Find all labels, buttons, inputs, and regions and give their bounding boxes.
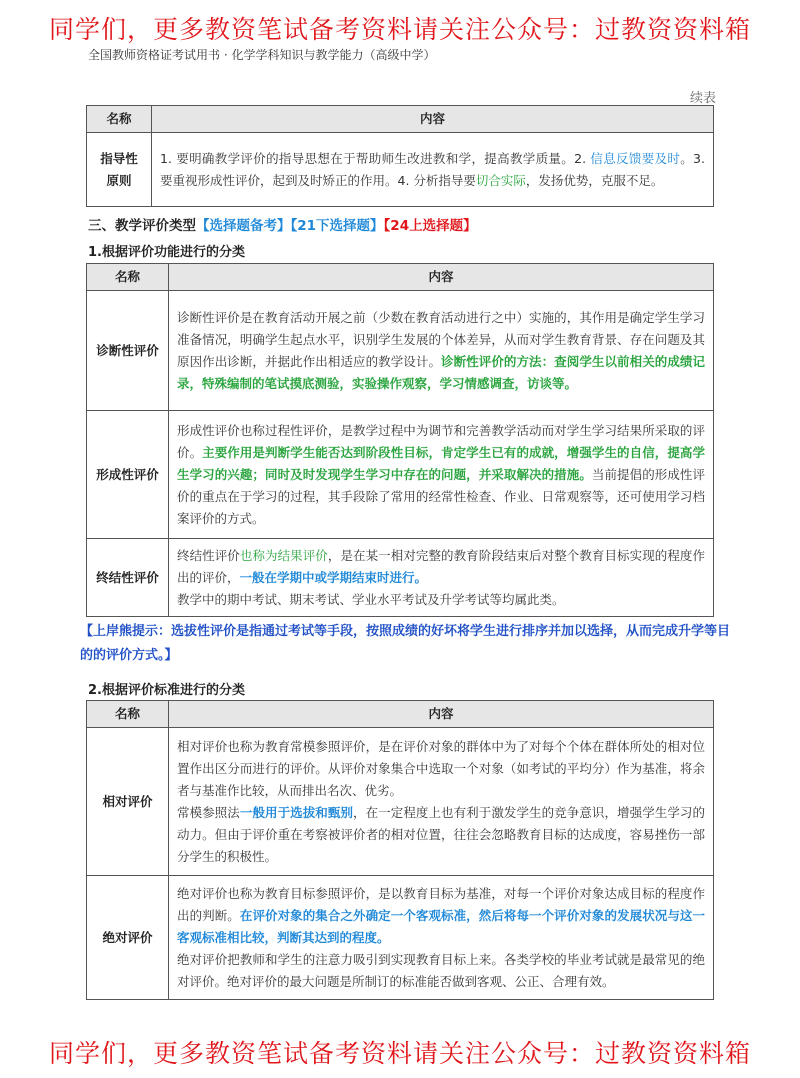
text: ，是在某一相对完整的教育阶段结束后对整个教育目标实现的程度作出的评价， bbox=[177, 547, 705, 585]
highlight-blue: 信息反馈要及时 bbox=[590, 150, 681, 166]
tag-choice: 【选择题备考】 bbox=[196, 218, 291, 234]
text: 绝对评价也称为教育目标参照评价，是以教育目标为基准，对每一个评价对象达成目标的程度作出的判断。 bbox=[177, 885, 705, 923]
highlight-green: 主要作用是判断学生能否达到阶段性目标，肯定学生已有的成就，增强学生的自信，提高学生学习的兴趣；同时及时发现学生学习中存在的问题，并采取解决的措施。 bbox=[177, 444, 705, 482]
sub-title-standard: 2.根据评价标准进行的分类 bbox=[88, 683, 245, 698]
tip-box: 【上岸熊提示：选拔性评价是指通过考试等手段，按照成绩的好坏将学生进行排序并加以选择，从而完成升学等目的的评价方式。】 bbox=[80, 624, 731, 663]
row-content bbox=[169, 876, 714, 1000]
row-name-line1: 指导性 bbox=[100, 150, 138, 166]
section-title bbox=[88, 214, 477, 234]
row-content bbox=[152, 133, 714, 207]
tag-21: 【21下选择题】 bbox=[290, 218, 384, 234]
row-name: 诊断性评价 bbox=[87, 291, 169, 411]
col-content-header: 内容 bbox=[169, 264, 714, 291]
row-content bbox=[169, 291, 714, 411]
highlight-blue: 在评价对象的集合之外确定一个客观标准，然后将每一个评价对象的发展状况与这一客观标准相比较，判断其达到的程度。 bbox=[177, 907, 705, 945]
text: 诊断性评价是在教育活动开展之前（少数在教育活动进行之中）实施的，其作用是确定学生学习准备情况，明确学生起点水平，识别学生发展的个体差异，从而对学生教育背景、存在问题及其原因作出诊断，并据此作出相适应的教学设计。 bbox=[177, 309, 705, 369]
highlight-green: 也称为结果评价 bbox=[239, 547, 328, 563]
row-name bbox=[87, 133, 152, 207]
highlight-green: 切合实际 bbox=[475, 172, 526, 188]
text: 常模参照法 bbox=[177, 804, 240, 820]
text: ，发扬优势，克服不足。 bbox=[525, 172, 664, 188]
highlight-blue: 一般用于选拔和甄别 bbox=[239, 804, 354, 820]
highlight-green: 诊断性评价的方法：查阅学生以前相关的成绩记录，特殊编制的笔试摸底测验，实验操作观察，学习情感调查，访谈等。 bbox=[177, 353, 705, 391]
continued-label: 续表 bbox=[689, 91, 716, 106]
text: ，在一定程度上也有利于激发学生的竞争意识，增强学生学习的动力。但由于评价重在考察被评价者的相对位置，往往会忽略教育目标的达成度，容易挫伤一部分学生的积极性。 bbox=[177, 804, 705, 864]
function-classification-table bbox=[86, 263, 714, 617]
book-subtitle: 全国教师资格证考试用书 · 化学学科知识与教学能力（高级中学） bbox=[88, 48, 436, 62]
row-name: 相对评价 bbox=[87, 728, 169, 876]
tag-24: 【24上选择题】 bbox=[383, 218, 477, 234]
text: 当前提倡的形成性评价的重点在于学习的过程，其手段除了常用的经常性检查、作业、日常观察等，还可使用学习档案评价的方式。 bbox=[177, 466, 705, 526]
bottom-banner: 同学们，更多教资笔试备考资料请关注公众号：过教资资料箱 bbox=[48, 1039, 751, 1068]
paragraph: 绝对评价把教师和学生的注意力吸引到实现教育目标上来。各类学校的毕业考试就是最常见的绝对评价。绝对评价的最大问题是所制订的标准能否做到客观、公正、合理有效。 bbox=[177, 951, 705, 989]
standard-classification-table bbox=[86, 700, 714, 1000]
row-name: 终结性评价 bbox=[87, 539, 169, 617]
col-name-header: 名称 bbox=[87, 264, 169, 291]
top-banner: 同学们，更多教资笔试备考资料请关注公众号：过教资资料箱 bbox=[48, 15, 751, 44]
highlight-blue: 一般在学期中或学期结束时进行。 bbox=[239, 569, 428, 585]
guiding-principle-table bbox=[86, 105, 714, 207]
row-content bbox=[169, 539, 714, 617]
paragraph: 相对评价也称为教育常模参照评价，是在评价对象的群体中为了对每个个体在群体所处的相对位置作出区分而进行的评价。从评价对象集合中选取一个对象（如考试的平均分）作为基准，将余者与基准作比较，从而排出名次、优劣。 bbox=[177, 738, 705, 798]
text: 1. 要明确教学评价的指导思想在于帮助师生改进教和学，提高教学质量。2. bbox=[160, 150, 591, 166]
col-content-header: 内容 bbox=[169, 701, 714, 728]
row-name: 绝对评价 bbox=[87, 876, 169, 1000]
col-name-header: 名称 bbox=[87, 106, 152, 133]
text: 教学中的期中考试、期末考试、学业水平考试及升学考试等均属此类。 bbox=[177, 591, 565, 607]
text: 形成性评价也称过程性评价，是教学过程中为调节和完善教学活动而对学生学习结果所采取的评价。 bbox=[177, 422, 705, 460]
sub-title-function: 1.根据评价功能进行的分类 bbox=[88, 245, 245, 260]
col-content-header: 内容 bbox=[152, 106, 714, 133]
text: 终结性评价 bbox=[177, 547, 240, 563]
row-content bbox=[169, 728, 714, 876]
text: 。3. 要重视形成性评价，起到及时矫正的作用。4. 分析指导要 bbox=[160, 150, 705, 188]
col-name-header: 名称 bbox=[87, 701, 169, 728]
row-name-line2: 原则 bbox=[106, 172, 132, 188]
row-content bbox=[169, 411, 714, 539]
section-title-text: 三、教学评价类型 bbox=[88, 218, 196, 234]
row-name: 形成性评价 bbox=[87, 411, 169, 539]
